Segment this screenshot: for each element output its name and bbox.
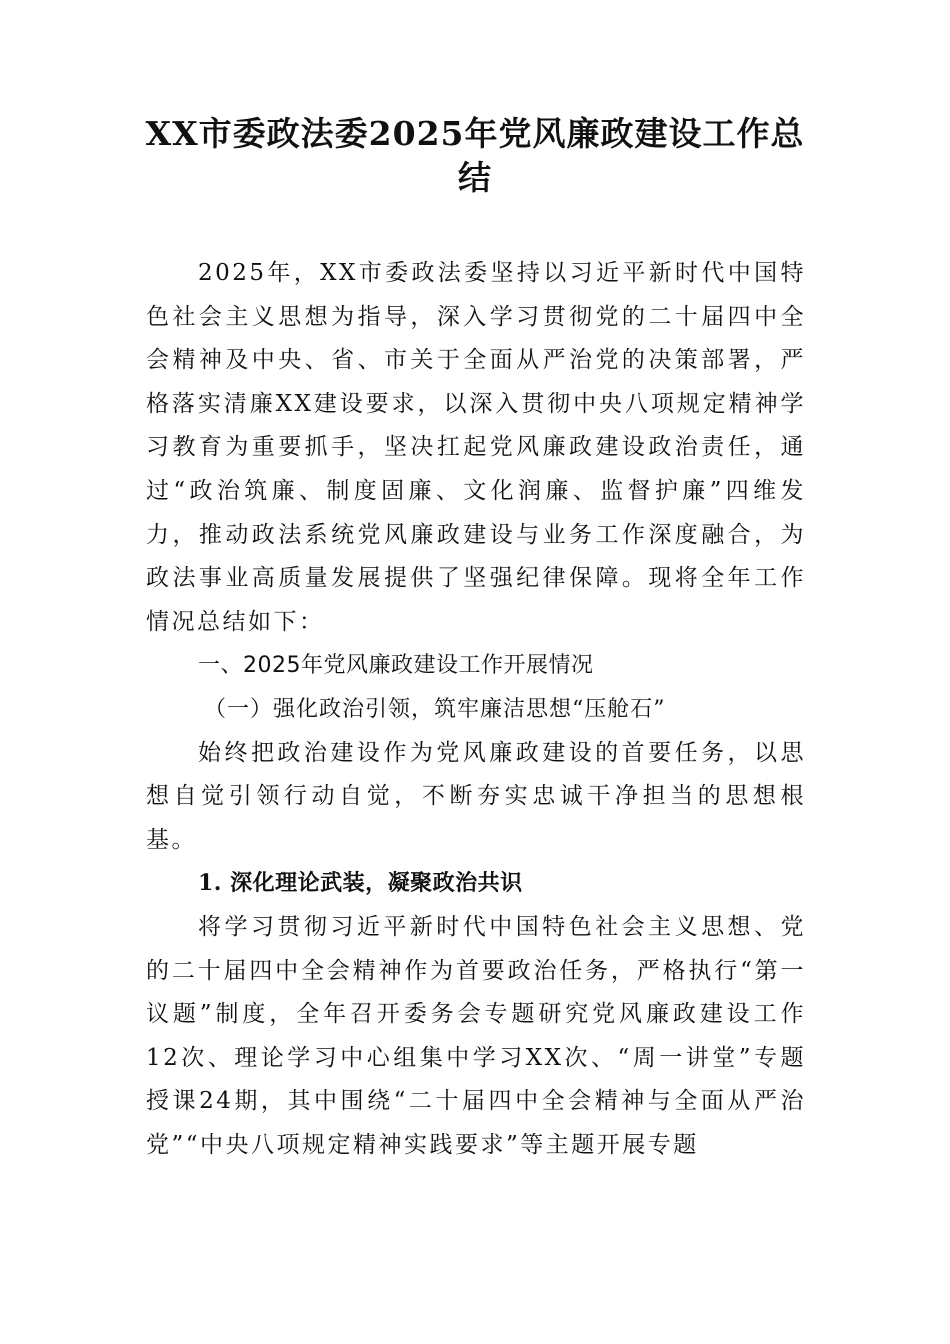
document-title: XX市委政法委2025年党风廉政建设工作总结 [145, 114, 805, 197]
intro-paragraph: 2025年，XX市委政法委坚持以习近平新时代中国特色社会主义思想为指导，深入学习贯彻党的二十届四中全会精神及中央、省、市关于全面从严治党的决策部署，严格落实清廉XX建设要求，以深入贯彻中央八项规定精神学习教育为重要抓手，坚决扛起党风廉政建设政治责任，通过“政治筑廉、制度固廉、文化润廉、监督护廉”四维发力，推动政法系统党风廉政建设与业务工作深度融合，为政法事业高质量发展提供了坚强纪律保障。现将全年工作情况总结如下： [146, 260, 806, 635]
item-paragraph-1: 将学习贯彻习近平新时代中国特色社会主义思想、党的二十届四中全会精神作为首要政治任务，严格执行“第一议题”制度，全年召开委务会专题研究党风廉政建设工作12次、理论学习中心组集中学习XX次、“周一讲堂”专题授课24期，其中围绕“二十届四中全会精神与全面从严治党”“中央八项规定精神实践要求”等主题开展专题 [146, 913, 806, 1158]
section-heading-1: 一、2025年党风廉政建设工作开展情况 [198, 653, 594, 679]
subsection-paragraph-1: 始终把政治建设作为党风廉政建设的首要任务，以思想自觉引领行动自觉，不断夯实忠诚干净担当的思想根基。 [146, 739, 806, 853]
item-heading-1: 1. 深化理论武装，凝聚政治共识 [198, 870, 523, 897]
subsection-heading-1: （一）强化政治引领，筑牢廉洁思想“压舱石” [204, 696, 666, 722]
document-body [146, 252, 806, 1167]
